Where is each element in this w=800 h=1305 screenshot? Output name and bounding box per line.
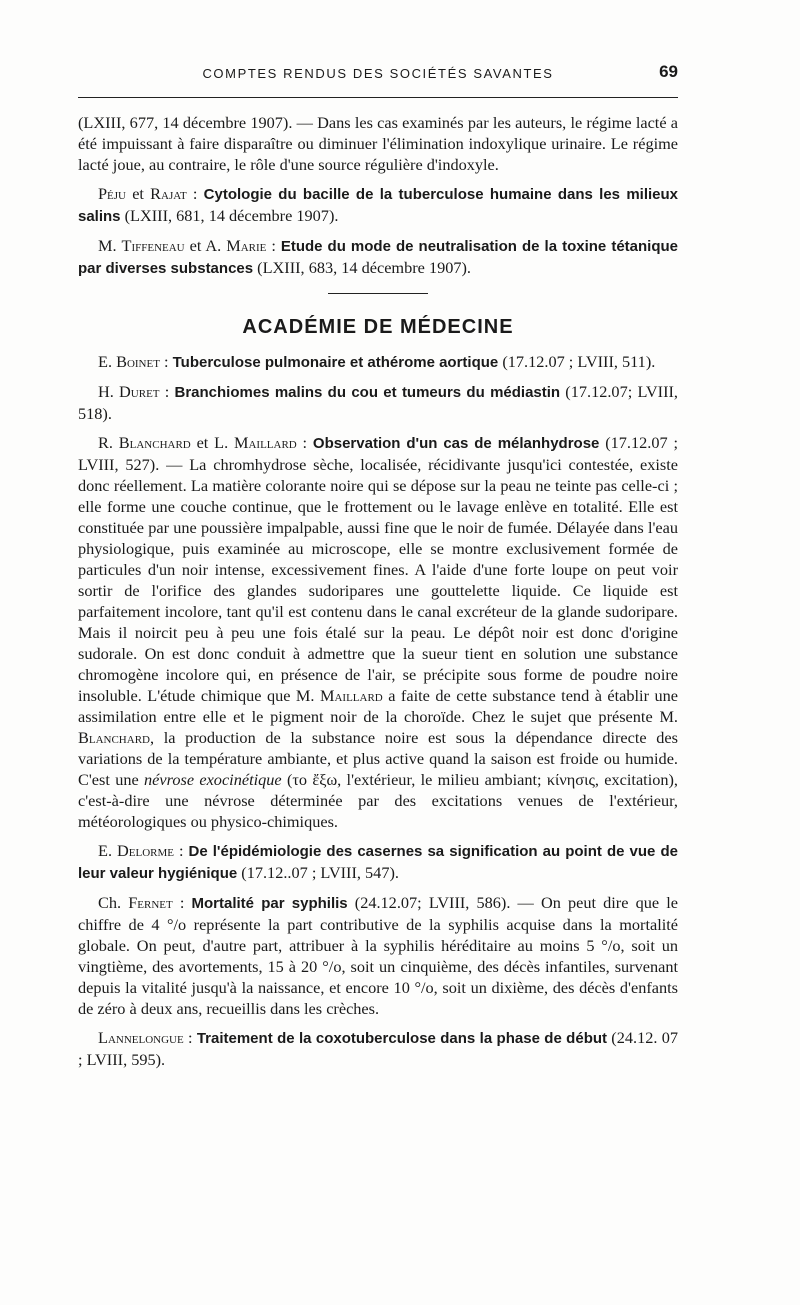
author-name: Tiffeneau [121, 236, 185, 255]
author-name: Lannelongue [98, 1028, 184, 1047]
page-number: 69 [659, 62, 678, 81]
entry-peju-rajat [78, 183, 678, 227]
entry-text: et [126, 184, 151, 203]
entry-reference: (17.12.07 ; LVIII, 511). [498, 352, 656, 371]
entry-text: (το ἔξω, l'extérieur, le milieu ambiant; κίνησις, excitation), c'est-à-dire une névrose déterminée par des excitations venues de l'extérieur, météorologiques ou physico-chimiques. [78, 770, 678, 831]
entry-title: Cytologie du bacille de la tuberculose humaine dans les milieux salins [78, 186, 679, 225]
entry-title: Observation d'un cas de mélanhydrose [312, 435, 600, 452]
entry-text: et A. [184, 236, 227, 255]
entry-reference: (17.12..07 ; LVIII, 547). [237, 863, 399, 882]
page-body [78, 112, 678, 1078]
entry-title: Mortalité par syphilis [191, 895, 348, 912]
entry-tiffeneau-marie [78, 235, 678, 279]
author-name: Rajat [150, 184, 187, 203]
entry-blanchard-maillard [78, 432, 678, 832]
entry-text: , la production de la substance noire est sous la dépendance directe des variations de la température ambiante, et plus active quand la saison est froide ou humide. C'est une [78, 728, 678, 789]
entry-text: : [266, 236, 281, 255]
entry-text: : [186, 184, 204, 203]
entry-reference: (17.12.07; LVIII, 518). [78, 382, 678, 423]
entry-text: : [159, 352, 173, 371]
author-name: Péju [98, 184, 126, 203]
entry-text: et L. [190, 433, 234, 452]
running-head: COMPTES RENDUS DES SOCIÉTÉS SAVANTES [202, 66, 554, 81]
author-name: Duret [119, 382, 160, 401]
entry-title: Branchiomes malins du cou et tumeurs du médiastin [174, 384, 561, 401]
author-name: Maillard [233, 433, 297, 452]
entry-duret [78, 381, 678, 424]
entry-text: a faite de cette substance tend à établir une assimilation entre elle et le pigment noir de la choroïde. Chez le sujet que présente M. [78, 686, 678, 726]
entry-text: E. [98, 352, 117, 371]
author-name: Blanchard [118, 433, 191, 452]
entry-reference: (24.12. 07 ; LVIII, 595). [78, 1028, 678, 1069]
entry-text: : [173, 841, 189, 860]
entry-text: M. [98, 236, 122, 255]
entry-text: : [296, 433, 313, 452]
page-header [78, 62, 678, 86]
entry-title: De l'épidémiologie des casernes sa signification au point de vue de leur valeur hygiénique [78, 843, 678, 882]
entry-title: Tuberculose pulmonaire et athérome aortique [172, 354, 499, 371]
paragraph-continuation: (LXIII, 677, 14 décembre 1907). — Dans les cas examinés par les auteurs, le régime lacté a été impuissant à faire disparaître ou diminuer l'élimination indoxylique urinaire. Le régime lacté joue, au contraire, le rôle d'une source régulière d'indoxyle. [78, 113, 678, 174]
author-name: Fernet [128, 893, 173, 912]
author-name: Marie [226, 236, 267, 255]
entry-title: Traitement de la coxotuberculose dans la phase de début [196, 1030, 608, 1047]
section-title: ACADÉMIE DE MÉDECINE [242, 316, 514, 338]
entry-text: (17.12.07 ; LVIII, 527). — La chromhydrose sèche, localisée, récidivante jusqu'ici contestée, existe donc réellement. La matière colorante noire qui se dépose sur la peau ne teinte pas celle-ci ; elle forme une couche continue, que le frottement ou le lavage enlève en totalité. Elle est constituée par une poussière impalpable, aussi fine que le noir de fumée. Délayée dans l'eau physiologique, puis examinée au microscope, elle se montre exclusivement formée de particules d'un noir intense, excessivement fines. A l'aide d'une forte loupe on peut voir sortir de l'orifice des glandes sudoripares une gouttelette liquide. Ce liquide est parfaitement incolore, tant qu'il est contenu dans le canal excréteur de la glande sudoripare. Mais il noircit peu à peu une fois étalé sur la peau. Le dépôt noir est donc d'origine sudorale. On est donc conduit à admettre que la sueur tient en solution une substance chromogène incolore qui, en présence de l'air, se précipite sous forme de poudre noire insoluble. L'étude chimique que M. [78, 433, 678, 705]
entry-reference: (LXIII, 683, 14 décembre 1907). [253, 258, 472, 277]
author-name: Blanchard [78, 728, 150, 747]
entry-fernet [78, 892, 678, 1019]
entry-boinet [78, 351, 678, 373]
author-name: Boinet [116, 352, 160, 371]
entry-text: Ch. [98, 893, 129, 912]
entry-text: E. [98, 841, 117, 860]
entry-text: H. [98, 382, 120, 401]
entry-delorme [78, 840, 678, 884]
entry-reference: (24.12.07; LVIII, 586). — On peut dire que le chiffre de 4 °/o représente la part contributive de la syphilis acquise dans la mortalité globale. On peut, d'autre part, attribuer à la syphilis héréditaire au moins 5 °/o, soit un vingtième, des avortements, 15 à 20 °/o, soit un cinquième, des décès infantiles, survenant depuis la vitalité jusqu'à la naissance, et encore 10 °/o, soit un dixième, des décès d'enfants de zéro à deux ans, recueillis dans les crèches. [78, 893, 678, 1018]
entry-text: : [183, 1028, 197, 1047]
author-name: Maillard [319, 686, 383, 705]
header-rule [78, 97, 678, 98]
entry-title: Etude du mode de neutralisation de la toxine tétanique par diverses substances [78, 238, 678, 277]
entry-text: : [159, 382, 175, 401]
entry-lannelongue [78, 1027, 678, 1070]
entry-text: : [172, 893, 192, 912]
emphasis-term: névrose exocinétique [144, 770, 282, 789]
entry-reference: (LXIII, 681, 14 décembre 1907). [120, 206, 339, 225]
author-name: Delorme [117, 841, 174, 860]
entry-text: R. [98, 433, 119, 452]
section-separator [328, 293, 428, 294]
